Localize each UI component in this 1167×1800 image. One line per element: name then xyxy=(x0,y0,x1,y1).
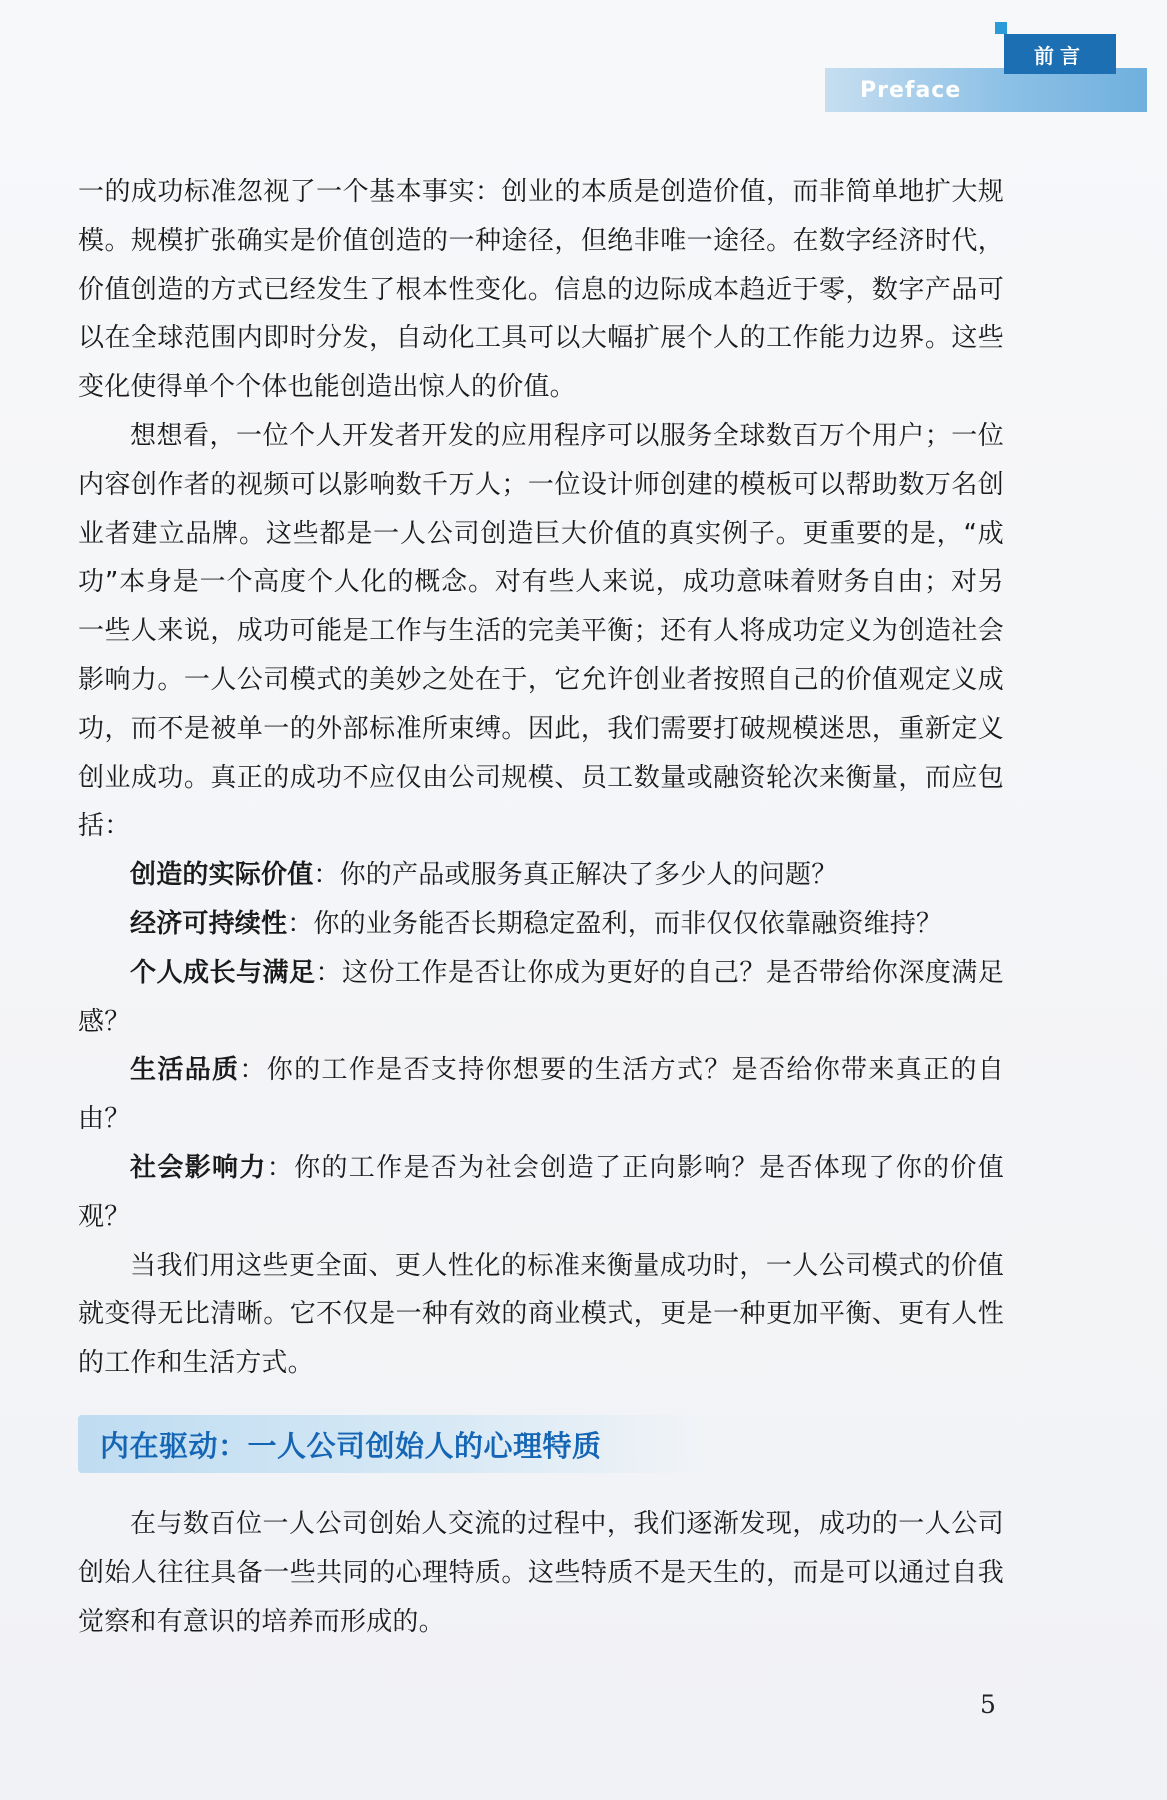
criterion-3 xyxy=(78,949,1004,1047)
header-chapter-tab xyxy=(1004,34,1116,74)
section-heading xyxy=(78,1415,698,1473)
criterion-term: 社会影响力 xyxy=(130,1152,267,1183)
criterion-term: 生活品质 xyxy=(130,1055,240,1086)
criterion-desc: ：这份工作是否让你成为更好的自己？是否带给你深度满足感？ xyxy=(78,957,1005,1037)
header-english-label: Preface xyxy=(860,77,962,103)
criterion-4 xyxy=(78,1046,1004,1144)
page-number: 5 xyxy=(980,1690,996,1719)
section-text xyxy=(78,1500,1004,1646)
main-text xyxy=(78,168,1004,1388)
section-paragraph: 在与数百位一人公司创始人交流的过程中，我们逐渐发现，成功的一人公司创始人往往具备一些共同的心理特质。这些特质不是天生的，而是可以通过自我觉察和有意识的培养而形成的。 xyxy=(78,1509,1004,1637)
criterion-term: 个人成长与满足 xyxy=(130,957,316,988)
criterion-2 xyxy=(78,900,1004,949)
criterion-desc: ：你的工作是否为社会创造了正向影响？是否体现了你的价值观？ xyxy=(78,1152,1004,1232)
header-english-tab xyxy=(825,68,1147,112)
criterion-1 xyxy=(78,851,1004,900)
header-accent-square xyxy=(995,22,1007,34)
header-chapter-label: 前言 xyxy=(1034,43,1086,68)
criterion-desc: ：你的产品或服务真正解决了多少人的问题？ xyxy=(313,860,838,891)
paragraph-1: 一的成功标准忽视了一个基本事实：创业的本质是创造价值，而非简单地扩大规模。规模扩张确实是价值创造的一种途径，但绝非唯一途径。在数字经济时代，价值创造的方式已经发生了根本性变化。信息的边际成本趋近于零，数字产品可以在全球范围内即时分发，自动化工具可以大幅扩展个人的工作能力边界。这些变化使得单个个体也能创造出惊人的价值。 xyxy=(78,177,1004,403)
criterion-5 xyxy=(78,1144,1004,1242)
criterion-term: 经济可持续性 xyxy=(130,908,288,939)
criterion-term: 创造的实际价值 xyxy=(130,860,314,891)
criterion-desc: ：你的工作是否支持你想要的生活方式？是否给你带来真正的自由？ xyxy=(78,1055,1004,1135)
paragraph-2: 想想看，一位个人开发者开发的应用程序可以服务全球数百万个用户；一位内容创作者的视频可以影响数千万人；一位设计师创建的模板可以帮助数万名创业者建立品牌。这些都是一人公司创造巨大价值的真实例子。更重要的是，“成功”本身是一个高度个人化的概念。对有些人来说，成功意味着财务自由；对另一些人来说，成功可能是工作与生活的完美平衡；还有人将成功定义为创造社会影响力。一人公司模式的美妙之处在于，它允许创业者按照自己的价值观定义成功，而不是被单一的外部标准所束缚。因此，我们需要打破规模迷思，重新定义创业成功。真正的成功不应仅由公司规模、员工数量或融资轮次来衡量，而应包括： xyxy=(78,420,1004,842)
section-heading-text: 内在驱动：一人公司创始人的心理特质 xyxy=(100,1428,602,1463)
closing-paragraph: 当我们用这些更全面、更人性化的标准来衡量成功时，一人公司模式的价值就变得无比清晰。它不仅是一种有效的商业模式，更是一种更加平衡、更有人性的工作和生活方式。 xyxy=(78,1250,1004,1379)
criterion-desc: ：你的业务能否长期稳定盈利，而非仅仅依靠融资维持？ xyxy=(287,908,943,939)
